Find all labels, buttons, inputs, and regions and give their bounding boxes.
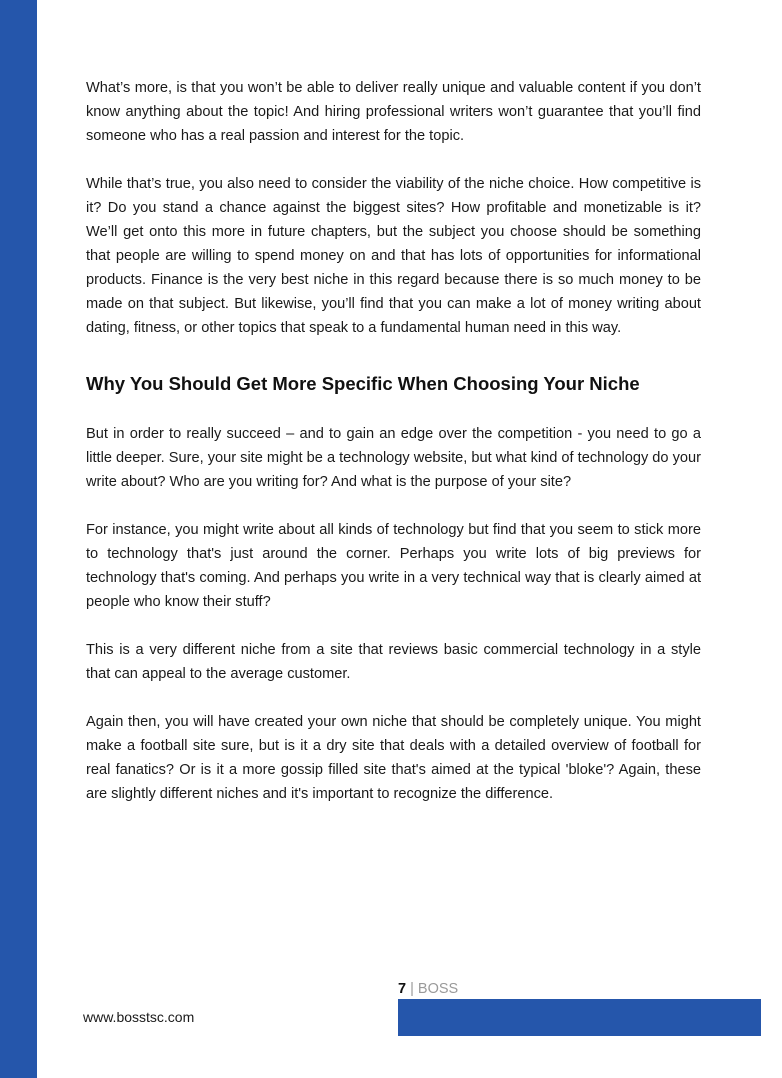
footer-brand: BOSS — [417, 981, 459, 997]
paragraph-3: But in order to really succeed – and to gain an edge over the competition - you need to go a little deeper. Sure, your site might be a technology website, but what kind of technology do your write about? Who are you writing for? And what is the purpose of your site? — [86, 426, 701, 490]
footer-accent-block — [398, 999, 761, 1036]
page-number-label — [398, 980, 458, 998]
left-accent-bar — [0, 0, 37, 1078]
page-number: 7 — [398, 981, 407, 997]
page-number-separator: | — [410, 981, 414, 997]
page-content — [86, 76, 701, 806]
paragraph-1: What’s more, is that you won’t be able to deliver really unique and valuable content if you don’t know anything about the topic! And hiring professional writers won’t guarantee that you’ll find someone who has a real passion and interest for the topic. — [86, 80, 701, 144]
paragraph-5: This is a very different niche from a site that reviews basic commercial technology in a style that can appeal to the average customer. — [86, 642, 701, 682]
paragraph-6: Again then, you will have created your own niche that should be completely unique. You might make a football site sure, but is it a dry site that deals with a detailed overview of football for real fanatics? Or is it a more gossip filled site that's aimed at the typical 'bloke'? Again, these are slightly different niches and it's important to recognize the difference. — [86, 714, 701, 802]
section-heading: Why You Should Get More Specific When Choosing Your Niche — [86, 373, 640, 394]
footer-website: www.bosstsc.com — [83, 1009, 195, 1025]
paragraph-4: For instance, you might write about all kinds of technology but find that you seem to stick more to technology that's just around the corner. Perhaps you write lots of big previews for technology that's coming. And perhaps you write in a very technical way that is clearly aimed at people who know their stuff? — [86, 522, 701, 610]
paragraph-2: While that’s true, you also need to consider the viability of the niche choice. How competitive is it? Do you stand a chance against the biggest sites? How profitable and monetizable is it? We’ll get onto this more in future chapters, but the subject you choose should be something that people are willing to spend money on and that has lots of opportunities for informational products. Finance is the very best niche in this regard because there is so much money to be made on that subject. But likewise, you’ll find that you can make a lot of money writing about dating, fitness, or other topics that speak to a fundamental human need in this way. — [86, 176, 701, 336]
